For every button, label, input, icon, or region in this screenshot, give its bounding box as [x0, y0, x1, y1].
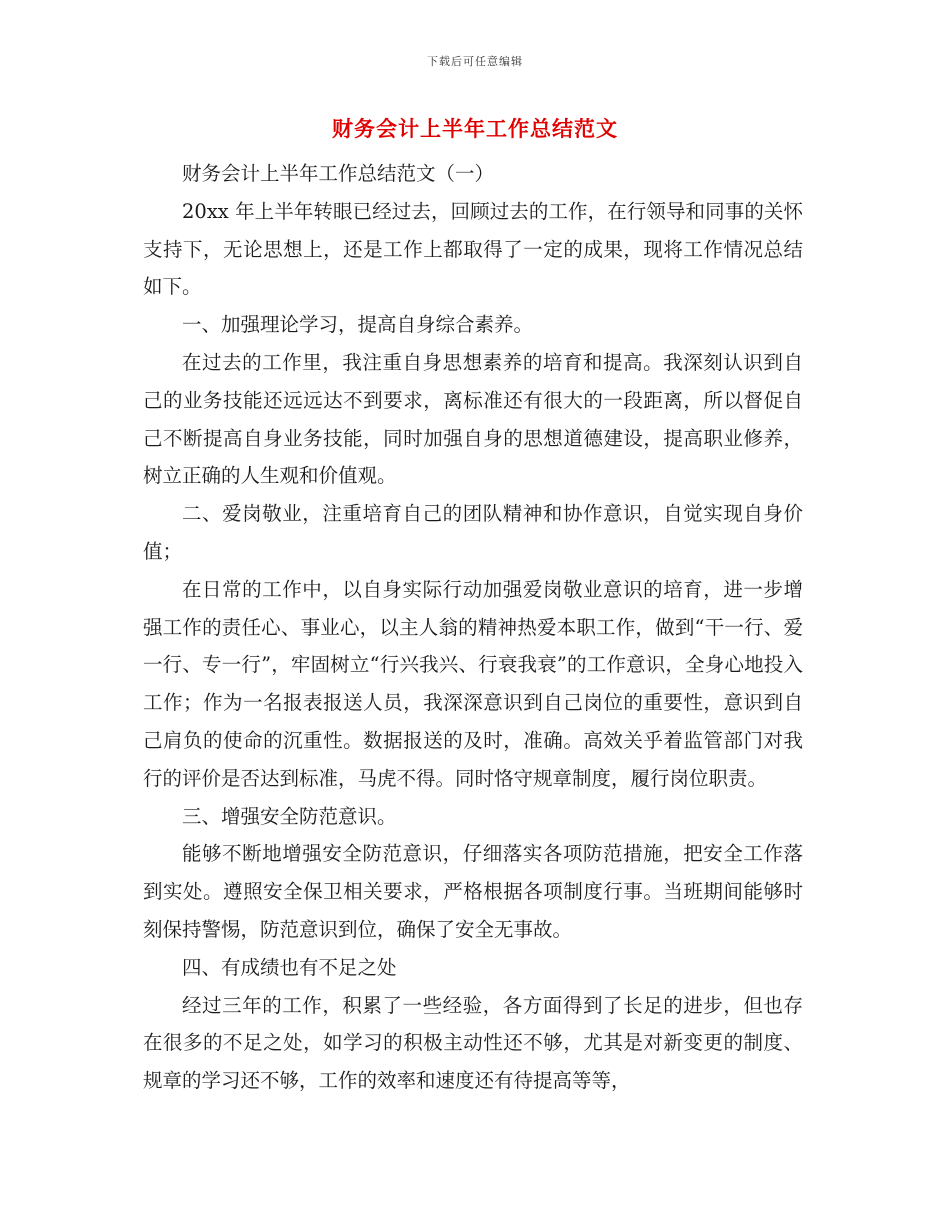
section-heading-2: 二、爱岗敬业，注重培育自己的团队精神和协作意识，自觉实现自身价值；: [143, 502, 803, 563]
document-body: [143, 155, 803, 1100]
paragraph-section-3: 能够不断地增强安全防范意识，仔细落实各项防范措施，把安全工作落到实处。遵照安全保卫相关要求，严格根据各项制度行事。当班期间能够时刻保持警惕，防范意识到位，确保了安全无事故。: [143, 842, 803, 941]
paragraph-section-4: 经过三年的工作，积累了一些经验，各方面得到了长足的进步，但也存在很多的不足之处，如学习的积极主动性还不够，尤其是对新变更的制度、规章的学习还不够，工作的效率和速度还有待提高等等，: [143, 993, 803, 1093]
section-heading-3: 三、增强安全防范意识。: [182, 804, 397, 828]
paragraph-subtitle: 财务会计上半年工作总结范文（一）: [182, 162, 495, 185]
section-heading-4: 四、有成绩也有不足之处: [182, 955, 397, 979]
section-heading-1: 一、加强理论学习，提高自身综合素养。: [182, 313, 534, 337]
paragraph-section-2: 在日常的工作中，以自身实际行动加强爱岗敬业意识的培育，进一步增强工作的责任心、事业心，以主人翁的精神热爱本职工作，做到“干一行、爱一行、专一行”，牢固树立“行兴我兴、行衰我衰”的工作意识，全身心地投入工作；作为一名报表报送人员，我深深意识到自己岗位的重要性，意识到自己肩负的使命的沉重性。数据报送的及时，准确。高效关乎着监管部门对我行的评价是否达到标准，马虎不得。同时恪守规章制度，履行岗位职责。: [143, 577, 803, 790]
document-title: 财务会计上半年工作总结范文: [332, 116, 618, 141]
paragraph-section-1: 在过去的工作里，我注重自身思想素养的培育和提高。我深刻认识到自己的业务技能还远远达不到要求，离标准还有很大的一段距离，所以督促自己不断提高自身业务技能，同时加强自身的思想道德建设，提高职业修养，树立正确的人生观和价值观。: [143, 350, 803, 488]
paragraph-intro: 20xx 年上半年转眼已经过去，回顾过去的工作，在行领导和同事的关怀支持下，无论思想上，还是工作上都取得了一定的成果，现将工作情况总结如下。: [143, 199, 803, 299]
header-note: 下载后可任意编辑: [427, 55, 523, 68]
